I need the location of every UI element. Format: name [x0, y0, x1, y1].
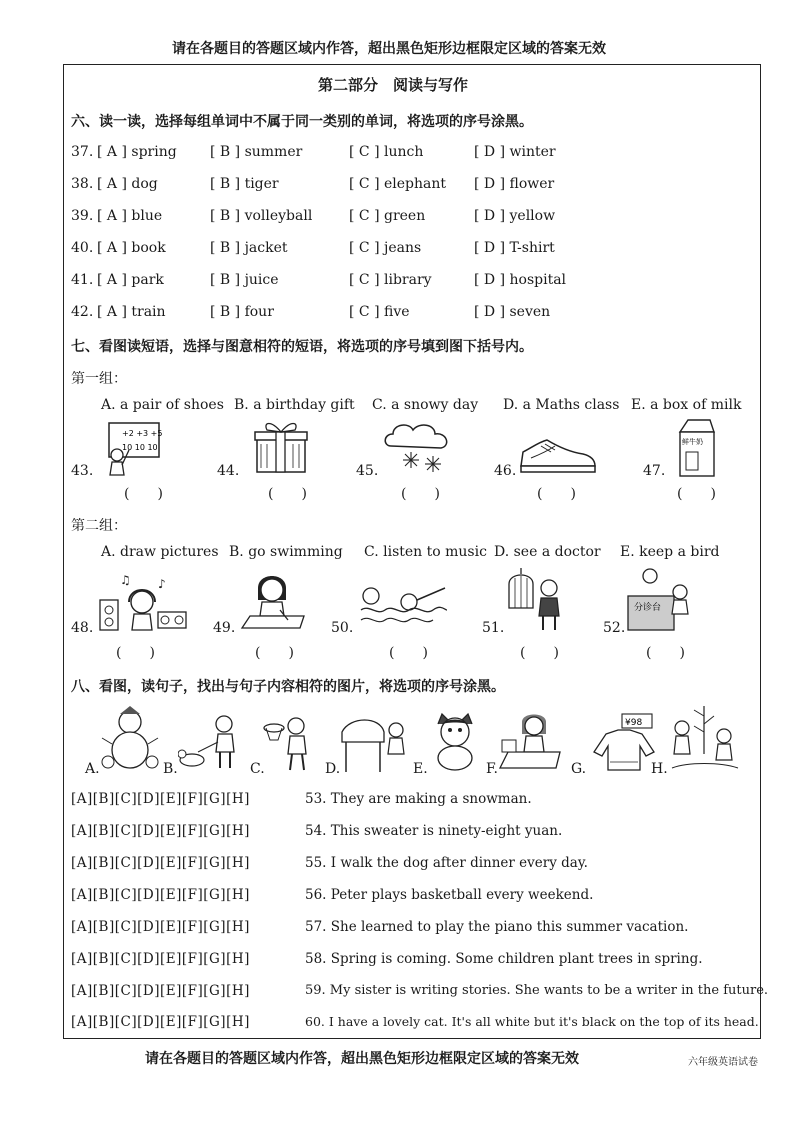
q46-number: 46.: [494, 463, 517, 479]
group2-label: 第二组：: [71, 518, 127, 534]
part7-instruction: 七、看图读短语，选择与图意相符的短语，将选项的序号填到图下括号内。: [71, 339, 533, 355]
question-number: 40.: [71, 240, 94, 256]
option-b[interactable]: [ B ] summer: [210, 144, 303, 160]
pic-letter-f: F.: [486, 761, 498, 777]
cat-picture: [430, 712, 480, 772]
q52-number: 52.: [603, 620, 626, 636]
question-number: 39.: [71, 208, 94, 224]
option-d[interactable]: [ D ] hospital: [474, 272, 567, 288]
option-c[interactable]: [ C ] five: [349, 304, 410, 320]
answer-bubbles-54[interactable]: [A][B][C][D][E][F][G][H]: [71, 823, 250, 839]
option-c[interactable]: [ C ] elephant: [349, 176, 447, 192]
footer-notice: 请在各题目的答题区域内作答，超出黑色矩形边框限定区域的答案无效: [145, 1051, 579, 1067]
sentence-53: 53. They are making a snowman.: [305, 791, 532, 807]
shoes-picture: [517, 428, 599, 476]
board-text-2: 10 10 10: [122, 443, 158, 452]
draw-pictures-picture: [240, 566, 306, 630]
option-b[interactable]: [ B ] juice: [210, 272, 279, 288]
group2-option-b: B. go swimming: [229, 544, 343, 560]
option-a[interactable]: [ A ] park: [97, 272, 164, 288]
group1-option-d: D. a Maths class: [503, 397, 620, 413]
group2-option-e: E. keep a bird: [620, 544, 720, 560]
option-a[interactable]: [ A ] book: [97, 240, 166, 256]
q48-number: 48.: [71, 620, 94, 636]
question-number: 38.: [71, 176, 94, 192]
milk-box-picture: [676, 418, 718, 478]
pic-letter-c: C.: [250, 761, 265, 777]
sentence-58: 58. Spring is coming. Some children plant trees in spring.: [305, 951, 703, 967]
q45-answer-paren[interactable]: ( ): [401, 486, 440, 502]
option-d[interactable]: [ D ] yellow: [474, 208, 556, 224]
group2-option-a: A. draw pictures: [101, 544, 219, 560]
question-number: 42.: [71, 304, 94, 320]
q47-answer-paren[interactable]: ( ): [677, 486, 716, 502]
keep-bird-picture: [505, 566, 565, 632]
sweater-picture: [592, 712, 658, 772]
q50-answer-paren[interactable]: ( ): [389, 645, 428, 661]
option-a[interactable]: [ A ] blue: [97, 208, 163, 224]
basketball-picture: [262, 710, 318, 772]
price-tag: ¥98: [625, 718, 643, 728]
option-a[interactable]: [ A ] spring: [97, 144, 177, 160]
sentence-60: 60. I have a lovely cat. It's all white but it's black on the top of its head.: [305, 1014, 759, 1029]
footer-label: 六年级英语试卷: [688, 1057, 758, 1068]
pic-letter-b: B.: [163, 761, 178, 777]
svg-text:♫: ♫: [120, 573, 131, 587]
option-b[interactable]: [ B ] jacket: [210, 240, 288, 256]
row-39: [71, 208, 556, 224]
pic-letter-h: H.: [651, 761, 668, 777]
option-c[interactable]: [ C ] green: [349, 208, 426, 224]
part8-instruction: 八、看图，读句子，找出与句子内容相符的图片，将选项的序号涂黑。: [71, 679, 505, 695]
group1-label: 第一组：: [71, 371, 127, 387]
walk-dog-picture: [178, 712, 242, 772]
option-c[interactable]: [ C ] jeans: [349, 240, 422, 256]
snowy-cloud-picture: [381, 420, 461, 476]
q51-number: 51.: [482, 620, 505, 636]
q44-answer-paren[interactable]: ( ): [268, 486, 307, 502]
answer-bubbles-53[interactable]: [A][B][C][D][E][F][G][H]: [71, 791, 250, 807]
q50-number: 50.: [331, 620, 354, 636]
group2-option-c: C. listen to music: [364, 544, 487, 560]
option-a[interactable]: [ A ] train: [97, 304, 166, 320]
pic-letter-e: E.: [413, 761, 428, 777]
part6-instruction: 六、读一读，选择每组单词中不属于同一类别的单词，将选项的序号涂黑。: [71, 114, 533, 130]
option-d[interactable]: [ D ] flower: [474, 176, 555, 192]
q47-number: 47.: [643, 463, 666, 479]
sentence-57: 57. She learned to play the piano this summer vacation.: [305, 919, 689, 935]
see-doctor-picture: [626, 566, 692, 634]
answer-bubbles-55[interactable]: [A][B][C][D][E][F][G][H]: [71, 855, 250, 871]
row-37: [71, 144, 556, 160]
q45-number: 45.: [356, 463, 379, 479]
q43-answer-paren[interactable]: ( ): [124, 486, 163, 502]
pic-letter-a: A.: [85, 761, 100, 777]
piano-picture: [340, 712, 410, 774]
gift-box-picture: [253, 418, 311, 474]
q48-answer-paren[interactable]: ( ): [116, 645, 155, 661]
writing-girl-picture: [498, 712, 562, 772]
pic-letter-d: D.: [325, 761, 341, 777]
header-notice: 请在各题目的答题区域内作答，超出黑色矩形边框限定区域的答案无效: [172, 41, 606, 57]
row-40: [71, 240, 555, 256]
sentence-55: 55. I walk the dog after dinner every day.: [305, 855, 588, 871]
option-c[interactable]: [ C ] library: [349, 272, 432, 288]
answer-bubbles-60[interactable]: [A][B][C][D][E][F][G][H]: [71, 1014, 250, 1030]
row-41: [71, 272, 567, 288]
option-b[interactable]: [ B ] volleyball: [210, 208, 313, 224]
group1-option-a: A. a pair of shoes: [101, 397, 224, 413]
section-title: 第二部分 阅读与写作: [318, 76, 469, 94]
q49-number: 49.: [213, 620, 236, 636]
q52-answer-paren[interactable]: ( ): [646, 645, 685, 661]
q51-answer-paren[interactable]: ( ): [520, 645, 559, 661]
svg-text:♪: ♪: [158, 577, 166, 591]
board-text: +2 +3 +5: [122, 429, 162, 438]
answer-bubbles-59[interactable]: [A][B][C][D][E][F][G][H]: [71, 983, 250, 999]
option-c[interactable]: [ C ] lunch: [349, 144, 424, 160]
plant-trees-picture: [668, 704, 740, 772]
snowman-picture: [100, 704, 160, 774]
q46-answer-paren[interactable]: ( ): [537, 486, 576, 502]
row-38: [71, 176, 555, 192]
question-number: 37.: [71, 144, 94, 160]
milk-label: 鲜牛奶: [682, 438, 703, 446]
q44-number: 44.: [217, 463, 240, 479]
pic-letter-g: G.: [571, 761, 587, 777]
option-d[interactable]: [ D ] winter: [474, 144, 556, 160]
option-b[interactable]: [ B ] four: [210, 304, 274, 320]
option-d[interactable]: [ D ] seven: [474, 304, 551, 320]
answer-bubbles-57[interactable]: [A][B][C][D][E][F][G][H]: [71, 919, 250, 935]
q43-number: 43.: [71, 463, 94, 479]
option-a[interactable]: [ A ] dog: [97, 176, 158, 192]
swimming-picture: [357, 582, 449, 628]
option-b[interactable]: [ B ] tiger: [210, 176, 279, 192]
option-d[interactable]: [ D ] T-shirt: [474, 240, 555, 256]
answer-bubbles-56[interactable]: [A][B][C][D][E][F][G][H]: [71, 887, 250, 903]
row-42: [71, 304, 551, 320]
sentence-56: 56. Peter plays basketball every weekend.: [305, 887, 594, 903]
desk-label: 分诊台: [634, 603, 662, 613]
group1-option-c: C. a snowy day: [372, 397, 479, 413]
group1-option-b: B. a birthday gift: [234, 397, 355, 413]
question-number: 41.: [71, 272, 94, 288]
sentence-54: 54. This sweater is ninety-eight yuan.: [305, 823, 563, 839]
q49-answer-paren[interactable]: ( ): [255, 645, 294, 661]
group1-option-e: E. a box of milk: [631, 397, 742, 413]
maths-class-picture: [104, 420, 162, 476]
listen-music-picture: [98, 572, 188, 634]
answer-bubbles-58[interactable]: [A][B][C][D][E][F][G][H]: [71, 951, 250, 967]
group2-option-d: D. see a doctor: [494, 544, 601, 560]
sentence-59: 59. My sister is writing stories. She wants to be a writer in the future.: [305, 983, 769, 998]
